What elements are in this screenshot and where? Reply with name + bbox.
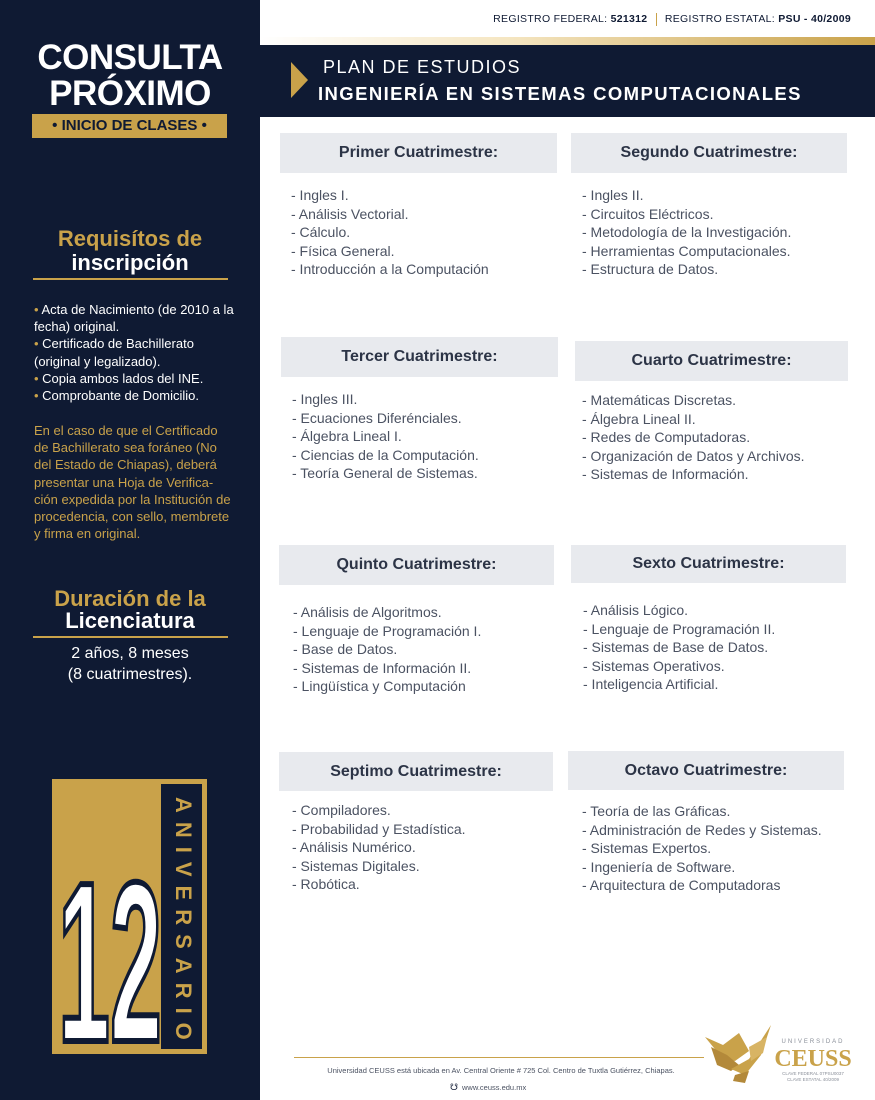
ceuss-logo — [705, 1025, 855, 1087]
estatal-label: REGISTRO ESTATAL: — [664, 13, 775, 25]
duration-divider — [33, 636, 228, 638]
course-item: - Ecuaciones Diferénciales. — [292, 409, 462, 426]
course-item: - Probabilidad y Estadística. — [292, 820, 466, 837]
program-title: INGENIERÍA EN SISTEMAS COMPUTACIONALES — [318, 83, 802, 104]
duration-title-1: Duración de la — [54, 586, 206, 611]
course-item: - Análisis de Algoritmos. — [293, 604, 442, 620]
requirements-list — [34, 301, 234, 404]
cta-title-line2: PRÓXIMO — [49, 74, 211, 113]
requirement-item: • Comprobante de Domicilio. — [34, 388, 199, 404]
course-item: - Lenguaje de Programación I. — [293, 622, 482, 639]
sidebar — [0, 0, 260, 1100]
course-item: - Herramientas Computacionales. — [582, 242, 791, 259]
logo-name: CEUSS — [774, 1046, 852, 1072]
semester-title: Cuarto Cuatrimestre: — [575, 341, 848, 381]
course-item: - Robótica. — [292, 876, 360, 893]
course-item: - Ingles III. — [292, 391, 358, 407]
course-list — [568, 802, 844, 895]
registration-separator — [656, 13, 657, 26]
eagle-logo-icon — [705, 1025, 771, 1083]
federal-value: 521312 — [610, 13, 648, 25]
course-item: - Circuitos Eléctricos. — [582, 205, 714, 222]
course-item: - Ciencias de la Computación. — [292, 446, 479, 463]
course-item: - Cálculo. — [291, 224, 351, 241]
semester-title: Quinto Cuatrimestre: — [279, 545, 554, 585]
footer-website[interactable] — [450, 1082, 526, 1093]
plan-label: PLAN DE ESTUDIOS — [323, 57, 522, 77]
course-item: - Metodología de la Investigación. — [582, 224, 792, 241]
duration-line2: (8 cuatrimestres). — [67, 666, 193, 683]
course-list — [279, 801, 553, 894]
semester-title: Septimo Cuatrimestre: — [279, 752, 553, 791]
semester-title: Tercer Cuatrimestre: — [281, 337, 558, 377]
course-list — [279, 603, 554, 696]
course-list — [571, 601, 846, 694]
requirements-title-1: Requisítos de — [57, 226, 203, 251]
website-link[interactable]: www.ceuss.edu.mx — [462, 1083, 527, 1092]
course-item: - Compiladores. — [292, 802, 391, 818]
logo-sub-text-2: CLAVE ESTATAL 40/2009 — [786, 1077, 840, 1082]
semester-title: Octavo Cuatrimestre: — [568, 751, 844, 790]
semester-block-4 — [575, 341, 848, 484]
course-item: - Análisis Numérico. — [292, 839, 416, 856]
program-banner — [260, 45, 875, 117]
cta-title-line1: CONSULTA — [37, 38, 223, 77]
semester-block-3 — [281, 337, 558, 483]
course-item: - Álgebra Lineal I. — [292, 428, 402, 445]
course-list — [571, 186, 847, 279]
anniversary-label: ANIVERSARIO — [171, 797, 196, 1049]
semester-block-6 — [571, 545, 846, 694]
course-item: - Ingles I. — [291, 187, 349, 203]
course-item: - Inteligencia Artificial. — [583, 676, 719, 693]
course-item: - Matemáticas Discretas. — [582, 392, 737, 408]
course-item: - Ingeniería de Software. — [582, 858, 736, 875]
footer-address: Universidad CEUSS está ubicada en Av. Central Oriente # 725 Col. Centro de Tuxtla Gutiérrez, Chiapas. — [327, 1066, 675, 1075]
course-item: - Base de Datos. — [293, 641, 398, 658]
course-item: - Sistemas Digitales. — [292, 857, 420, 874]
duration-line1: 2 años, 8 meses — [71, 645, 189, 662]
course-item: - Análisis Lógico. — [583, 602, 689, 618]
course-item: - Redes de Computadoras. — [582, 429, 751, 446]
course-item: - Álgebra Lineal II. — [582, 410, 696, 427]
requirement-item: • Copia ambos lados del INE. — [34, 370, 204, 386]
course-item: - Sistemas Operativos. — [583, 657, 725, 674]
chevron-right-icon — [291, 62, 308, 98]
course-item: - Ingles II. — [582, 187, 644, 203]
course-list — [575, 391, 848, 484]
federal-label: REGISTRO FEDERAL: — [493, 13, 608, 25]
logo-sub-text-1: CLAVE FEDERAL 07PSU0037 — [782, 1071, 844, 1076]
course-item: - Sistemas de Información. — [582, 466, 749, 483]
anniversary-badge — [52, 779, 207, 1054]
gold-accent-strip — [260, 37, 875, 45]
course-item: - Lingüística y Computación — [293, 678, 466, 695]
semester-block-2 — [571, 133, 847, 279]
anniversary-number: 12 — [58, 836, 162, 1054]
course-item: - Administración de Redes y Sistemas. — [582, 821, 822, 838]
course-list — [280, 186, 557, 279]
requirements-divider — [33, 278, 228, 280]
footer-divider — [294, 1057, 704, 1058]
course-item: - Teoría General de Sistemas. — [292, 465, 478, 482]
semester-block-8 — [568, 751, 844, 895]
semester-block-5 — [279, 545, 554, 696]
logo-top-text: UNIVERSIDAD — [781, 1039, 845, 1045]
course-item: - Introducción a la Computación — [291, 261, 489, 278]
estatal-value: PSU - 40/2009 — [778, 13, 851, 25]
registration-info — [493, 11, 851, 27]
semester-block-1 — [280, 133, 557, 279]
course-item: - Organización de Datos y Archivos. — [582, 447, 805, 464]
course-item: - Análisis Vectorial. — [291, 205, 409, 222]
requirement-item: • Certificado de Bachillerato (original y legalizado). — [34, 336, 194, 369]
course-list — [281, 390, 558, 483]
course-item: - Sistemas Expertos. — [582, 840, 712, 857]
requirement-item: • Acta de Nacimiento (de 2010 a la fecha) original. — [34, 302, 234, 335]
requirements-title-2: inscripción — [71, 250, 189, 275]
course-item: - Arquitectura de Computadoras — [582, 877, 781, 894]
course-item: - Sistemas de Base de Datos. — [583, 639, 769, 656]
globe-icon: ☋ — [450, 1082, 458, 1092]
semester-title: Segundo Cuatrimestre: — [571, 133, 847, 173]
semester-title: Sexto Cuatrimestre: — [571, 545, 846, 583]
course-item: - Estructura de Datos. — [582, 261, 719, 278]
duration-title-2: Licenciatura — [65, 608, 195, 633]
semester-block-7 — [279, 752, 553, 894]
cta-badge: • INICIO DE CLASES • — [32, 114, 227, 138]
course-item: - Teoría de las Gráficas. — [582, 803, 731, 819]
semester-title: Primer Cuatrimestre: — [280, 133, 557, 173]
course-item: - Sistemas de Información II. — [293, 659, 472, 676]
foreign-certificate-note: En el caso de que el Certificado de Bachillerato sea foráneo (No del Estado de Chiapas), deberá presentar una Hoja de Verifica-ción expedida por la Institución de procedencia, con sello, membrete y firma en original. — [34, 423, 231, 542]
course-item: - Física General. — [291, 242, 395, 259]
registration-bar — [260, 0, 875, 42]
course-item: - Lenguaje de Programación II. — [583, 620, 776, 637]
